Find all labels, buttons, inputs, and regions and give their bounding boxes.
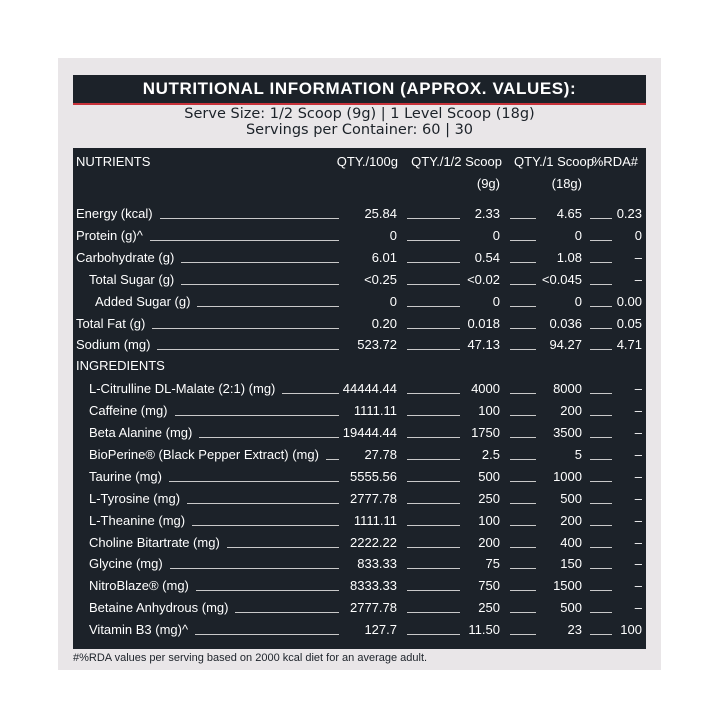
leader-line (590, 481, 612, 482)
leader-line (407, 349, 460, 350)
leader-line (510, 349, 536, 350)
value-qty-half-scoop: 2.5 (479, 447, 500, 462)
leader-line (407, 393, 460, 394)
value-qty-one-scoop: 0.036 (546, 316, 582, 331)
nutrient-row (73, 203, 646, 221)
ingredients-heading: INGREDIENTS (76, 358, 165, 374)
row-label: Total Sugar (g) (89, 272, 177, 287)
value-qty-100g: 1111.11 (351, 403, 397, 418)
leader-line (510, 262, 536, 263)
row-label: Glycine (mg) (89, 556, 166, 571)
value-qty-100g: 0 (387, 228, 397, 243)
row-label: Choline Bitartrate (mg) (89, 535, 223, 550)
row-label: Vitamin B3 (mg)^ (89, 622, 191, 637)
value-qty-half-scoop: 75 (483, 556, 500, 571)
value-rda: 0.05 (614, 316, 642, 331)
value-qty-one-scoop: 1.08 (554, 250, 582, 265)
ingredient-row (73, 378, 646, 396)
value-qty-100g: 2777.78 (347, 491, 397, 506)
value-qty-one-scoop: 200 (557, 513, 582, 528)
leader-line (407, 503, 460, 504)
leader-line (407, 328, 460, 329)
value-qty-one-scoop: 500 (557, 491, 582, 506)
value-qty-one-scoop: 4.65 (554, 206, 582, 221)
value-qty-100g: 2222.22 (347, 535, 397, 550)
leader-line (590, 240, 612, 241)
leader-line (590, 349, 612, 350)
leader-line (407, 634, 460, 635)
value-qty-half-scoop: 200 (475, 535, 500, 550)
leader-line (510, 437, 536, 438)
leader-line (196, 590, 339, 591)
leader-line (590, 459, 612, 460)
value-qty-half-scoop: 0 (490, 228, 500, 243)
leader-line (510, 590, 536, 591)
leader-line (407, 481, 460, 482)
value-rda: – (632, 491, 642, 506)
value-qty-one-scoop: 3500 (550, 425, 582, 440)
row-label: L-Theanine (mg) (89, 513, 188, 528)
value-qty-100g: 833.33 (354, 556, 397, 571)
leader-line (282, 393, 339, 394)
value-qty-half-scoop: 47.13 (464, 337, 500, 352)
leader-line (510, 240, 536, 241)
value-qty-one-scoop: 1000 (550, 469, 582, 484)
leader-line (590, 262, 612, 263)
row-label: L-Tyrosine (mg) (89, 491, 183, 506)
leader-line (407, 306, 460, 307)
leader-line (326, 459, 339, 460)
leader-line (175, 415, 339, 416)
nutrient-row (73, 334, 646, 352)
ingredient-row (73, 466, 646, 484)
value-qty-100g: 25.84 (361, 206, 397, 221)
leader-line (407, 612, 460, 613)
value-qty-half-scoop: 100 (475, 403, 500, 418)
leader-line (510, 415, 536, 416)
value-qty-100g: 2777.78 (347, 600, 397, 615)
value-qty-one-scoop: 5 (572, 447, 582, 462)
ingredient-row (73, 532, 646, 550)
leader-line (510, 634, 536, 635)
value-qty-100g: 27.78 (361, 447, 397, 462)
row-label: Taurine (mg) (89, 469, 165, 484)
nutrient-row (73, 291, 646, 309)
value-qty-one-scoop: 400 (557, 535, 582, 550)
leader-line (590, 525, 612, 526)
value-qty-100g: 44444.44 (340, 381, 397, 396)
leader-line (227, 547, 339, 548)
value-qty-100g: 523.72 (354, 337, 397, 352)
leader-line (510, 459, 536, 460)
leader-line (510, 547, 536, 548)
value-qty-one-scoop: <0.045 (539, 272, 582, 287)
leader-line (407, 262, 460, 263)
leader-line (510, 284, 536, 285)
ingredient-row (73, 488, 646, 506)
value-qty-100g: <0.25 (361, 272, 397, 287)
panel-title: NUTRITIONAL INFORMATION (APPROX. VALUES): (73, 75, 646, 105)
header-qty-half-scoop: QTY./1/2 Scoop (411, 154, 502, 169)
value-qty-one-scoop: 150 (557, 556, 582, 571)
value-qty-half-scoop: 750 (475, 578, 500, 593)
row-label: BioPerine® (Black Pepper Extract) (mg) (89, 447, 322, 462)
leader-line (590, 284, 612, 285)
value-qty-100g: 0 (387, 294, 397, 309)
leader-line (510, 481, 536, 482)
value-rda: – (632, 578, 642, 593)
leader-line (510, 568, 536, 569)
leader-line (407, 547, 460, 548)
leader-line (510, 503, 536, 504)
row-label: NitroBlaze® (mg) (89, 578, 192, 593)
value-qty-one-scoop: 1500 (550, 578, 582, 593)
value-rda: – (632, 403, 642, 418)
ingredient-row (73, 575, 646, 593)
row-label: Sodium (mg) (76, 337, 153, 352)
rda-footnote: #%RDA values per serving based on 2000 kcal diet for an average adult. (73, 652, 428, 664)
value-rda: 0 (632, 228, 642, 243)
row-label: Added Sugar (g) (95, 294, 193, 309)
servings-per-container: Servings per Container: 60 | 30 (245, 122, 474, 138)
value-rda: – (632, 469, 642, 484)
leader-line (590, 218, 612, 219)
leader-line (199, 437, 339, 438)
ingredient-row (73, 553, 646, 571)
value-qty-half-scoop: 0.018 (464, 316, 500, 331)
leader-line (181, 262, 339, 263)
leader-line (170, 568, 339, 569)
leader-line (407, 459, 460, 460)
leader-line (590, 415, 612, 416)
value-rda: 4.71 (614, 337, 642, 352)
leader-line (590, 568, 612, 569)
nutrient-row (73, 269, 646, 287)
value-qty-one-scoop: 0 (572, 228, 582, 243)
leader-line (169, 481, 339, 482)
value-qty-half-scoop: 250 (475, 600, 500, 615)
leader-line (590, 612, 612, 613)
value-qty-half-scoop: 250 (475, 491, 500, 506)
value-qty-one-scoop: 200 (557, 403, 582, 418)
leader-line (590, 306, 612, 307)
leader-line (157, 349, 339, 350)
leader-line (407, 415, 460, 416)
row-label: Total Fat (g) (76, 316, 148, 331)
leader-line (510, 612, 536, 613)
nutrient-row (73, 247, 646, 265)
leader-line (150, 240, 339, 241)
value-rda: – (632, 556, 642, 571)
value-qty-one-scoop: 23 (565, 622, 582, 637)
ingredient-row (73, 422, 646, 440)
value-rda: – (632, 513, 642, 528)
leader-line (407, 284, 460, 285)
value-rda: – (632, 447, 642, 462)
value-qty-half-scoop: 100 (475, 513, 500, 528)
leader-line (407, 240, 460, 241)
header-qty-one-scoop: QTY./1 Scoop (514, 154, 594, 169)
header-qty-100g: QTY./100g (336, 154, 398, 169)
value-qty-half-scoop: 0.54 (472, 250, 500, 265)
value-qty-half-scoop: <0.02 (464, 272, 500, 287)
leader-line (510, 525, 536, 526)
value-qty-100g: 5555.56 (347, 469, 397, 484)
leader-line (192, 525, 339, 526)
leader-line (407, 525, 460, 526)
value-qty-100g: 1111.11 (351, 513, 397, 528)
leader-line (510, 218, 536, 219)
ingredient-row (73, 510, 646, 528)
leader-line (590, 590, 612, 591)
value-rda: – (632, 381, 642, 396)
value-rda: – (632, 272, 642, 287)
row-label: Protein (g)^ (76, 228, 146, 243)
value-rda: – (632, 535, 642, 550)
leader-line (160, 218, 339, 219)
value-rda: – (632, 250, 642, 265)
value-rda: 0.23 (614, 206, 642, 221)
value-rda: 0.00 (614, 294, 642, 309)
value-rda: 100 (617, 622, 642, 637)
leader-line (590, 328, 612, 329)
nutrition-panel (58, 58, 661, 670)
leader-line (510, 306, 536, 307)
row-label: Caffeine (mg) (89, 403, 171, 418)
row-label: Beta Alanine (mg) (89, 425, 195, 440)
leader-line (510, 393, 536, 394)
ingredient-row (73, 597, 646, 615)
leader-line (407, 437, 460, 438)
value-qty-100g: 127.7 (361, 622, 397, 637)
value-qty-one-scoop: 500 (557, 600, 582, 615)
leader-line (187, 503, 339, 504)
value-qty-100g: 19444.44 (340, 425, 397, 440)
ingredient-row (73, 400, 646, 418)
leader-line (590, 503, 612, 504)
ingredient-row (73, 619, 646, 637)
row-label: L-Citrulline DL-Malate (2:1) (mg) (89, 381, 278, 396)
leader-line (407, 568, 460, 569)
value-qty-half-scoop: 2.33 (472, 206, 500, 221)
nutrient-row (73, 225, 646, 243)
header-rda: %RDA# (591, 154, 638, 169)
value-qty-half-scoop: 500 (475, 469, 500, 484)
header-qty-one-scoop-sub: (18g) (551, 176, 582, 191)
value-qty-half-scoop: 0 (490, 294, 500, 309)
value-qty-half-scoop: 4000 (468, 381, 500, 396)
leader-line (590, 393, 612, 394)
value-qty-100g: 6.01 (369, 250, 397, 265)
serve-size: Serve Size: 1/2 Scoop (9g) | 1 Level Scoop (18g) (184, 106, 535, 122)
nutrient-row (73, 313, 646, 331)
leader-line (590, 634, 612, 635)
value-qty-100g: 8333.33 (347, 578, 397, 593)
leader-line (195, 634, 339, 635)
value-qty-one-scoop: 8000 (550, 381, 582, 396)
leader-line (181, 284, 339, 285)
header-nutrients: NUTRIENTS (76, 154, 151, 169)
leader-line (407, 590, 460, 591)
value-rda: – (632, 425, 642, 440)
leader-line (152, 328, 339, 329)
leader-line (590, 437, 612, 438)
value-qty-one-scoop: 94.27 (546, 337, 582, 352)
ingredient-row (73, 444, 646, 462)
nutrition-table (73, 148, 646, 649)
value-qty-half-scoop: 1750 (468, 425, 500, 440)
leader-line (407, 218, 460, 219)
row-label: Energy (kcal) (76, 206, 156, 221)
value-qty-one-scoop: 0 (572, 294, 582, 309)
value-qty-half-scoop: 11.50 (465, 622, 500, 637)
leader-line (235, 612, 339, 613)
value-qty-100g: 0.20 (369, 316, 397, 331)
leader-line (510, 328, 536, 329)
row-label: Carbohydrate (g) (76, 250, 177, 265)
value-rda: – (632, 600, 642, 615)
leader-line (197, 306, 339, 307)
header-qty-half-scoop-sub: (9g) (476, 176, 500, 191)
row-label: Betaine Anhydrous (mg) (89, 600, 231, 615)
leader-line (590, 547, 612, 548)
